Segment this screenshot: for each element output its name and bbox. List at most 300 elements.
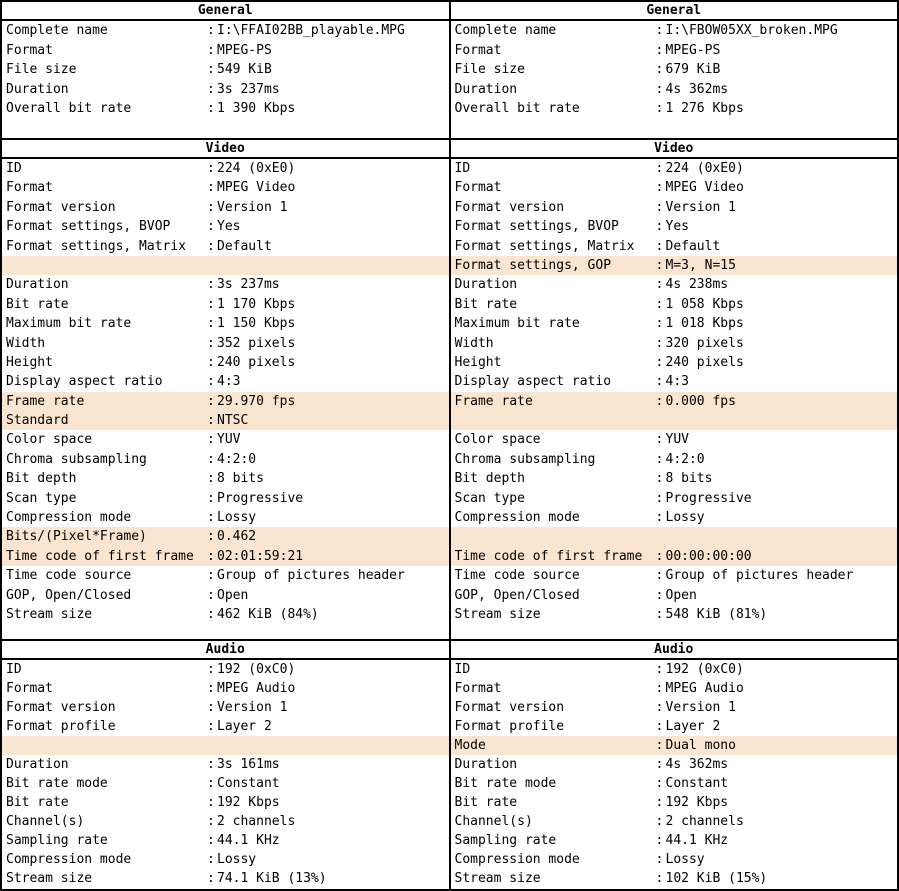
info-row[interactable]	[451, 198, 898, 217]
row-separator: :	[207, 833, 215, 849]
row-value: 3s 237ms	[217, 81, 280, 97]
info-row[interactable]	[451, 450, 898, 469]
info-row[interactable]	[2, 80, 449, 100]
row-separator: :	[207, 699, 215, 715]
section-audio	[2, 639, 449, 889]
row-value: 8 bits	[217, 471, 264, 487]
row-separator: :	[655, 795, 664, 811]
row-value: I:\FBOW05XX_broken.MPG	[665, 23, 838, 38]
info-row[interactable]	[2, 21, 449, 41]
row-separator: :	[207, 680, 215, 696]
info-row[interactable]	[2, 489, 449, 508]
row-value: MPEG-PS	[217, 42, 272, 58]
row-separator: :	[207, 238, 215, 254]
row-label: Frame rate	[454, 393, 533, 409]
row-label: Channel(s)	[454, 814, 533, 830]
row-value: 3s 237ms	[217, 277, 280, 293]
row-separator: :	[207, 490, 215, 506]
info-row[interactable]	[2, 508, 449, 527]
row-separator: :	[207, 316, 215, 332]
diff-placeholder-row[interactable]	[451, 527, 898, 546]
info-row[interactable]	[451, 605, 898, 624]
row-value: 4s 238ms	[665, 277, 729, 293]
info-row[interactable]	[451, 489, 898, 508]
row-label: Color space	[454, 432, 541, 448]
info-row[interactable]	[451, 508, 898, 527]
row-separator: :	[207, 795, 215, 811]
info-row[interactable]	[451, 334, 898, 353]
info-row[interactable]	[451, 372, 898, 391]
row-label: Height	[454, 354, 502, 370]
info-row[interactable]	[451, 21, 898, 41]
info-row[interactable]	[451, 353, 898, 372]
row-separator: :	[655, 814, 664, 830]
section-body-audio	[2, 660, 449, 889]
row-value: Group of pictures header	[217, 568, 405, 584]
row-separator: :	[655, 42, 664, 58]
row-separator: :	[655, 277, 664, 293]
row-value: YUV	[665, 432, 689, 448]
info-row[interactable]	[451, 275, 898, 294]
row-label: Stream size	[454, 606, 541, 622]
row-separator: :	[655, 81, 664, 97]
row-value: YUV	[217, 432, 241, 448]
row-separator: :	[207, 510, 215, 526]
row-separator: :	[655, 199, 664, 215]
info-row[interactable]	[451, 547, 898, 566]
row-separator: :	[655, 374, 664, 390]
section-title-video: Video	[451, 138, 898, 159]
row-label: Format	[454, 680, 502, 696]
info-row[interactable]	[2, 717, 449, 736]
row-value: MPEG Video	[665, 180, 744, 196]
row-value: 4s 362ms	[665, 757, 729, 772]
row-label: Width	[6, 335, 46, 351]
row-label: Format	[454, 42, 502, 58]
info-row[interactable]	[2, 660, 449, 679]
row-label: Mode	[454, 737, 486, 753]
info-row[interactable]	[2, 198, 449, 217]
row-separator: :	[207, 587, 215, 603]
row-label: ID	[454, 661, 471, 677]
row-separator: :	[207, 81, 215, 97]
section-body-audio	[451, 660, 898, 889]
row-separator: :	[655, 432, 664, 448]
row-value: Default	[665, 238, 721, 254]
info-row[interactable]	[2, 812, 449, 831]
row-separator: :	[655, 680, 664, 696]
row-label: Duration	[454, 277, 518, 293]
diff-placeholder-row[interactable]	[2, 256, 449, 275]
info-row[interactable]	[2, 41, 449, 61]
row-label: GOP, Open/Closed	[454, 587, 580, 603]
row-separator: :	[207, 413, 215, 429]
row-value: 352 pixels	[217, 335, 296, 351]
row-label: Complete name	[6, 23, 108, 38]
row-separator: :	[207, 852, 215, 868]
row-label: Sampling rate	[6, 833, 108, 849]
row-value: 3s 161ms	[217, 757, 280, 772]
row-separator: :	[207, 606, 215, 622]
section-title-general: General	[451, 2, 898, 21]
row-separator: :	[207, 661, 215, 677]
info-row[interactable]	[451, 850, 898, 869]
info-row[interactable]	[451, 831, 898, 850]
row-separator: :	[655, 757, 664, 772]
row-value: Open	[665, 587, 697, 603]
info-row[interactable]	[451, 679, 898, 698]
info-row[interactable]	[451, 392, 898, 411]
info-row[interactable]	[2, 793, 449, 812]
row-value: 0.000 fps	[665, 393, 736, 409]
row-value: 00:00:00:00	[665, 548, 752, 564]
section-body-general	[451, 21, 898, 138]
row-value: 192 Kbps	[665, 795, 729, 811]
row-value: I:\FFAI02BB_playable.MPG	[217, 23, 405, 38]
row-label: Standard	[6, 413, 69, 429]
row-separator: :	[655, 393, 664, 409]
row-label: Scan type	[6, 490, 77, 506]
row-value: 0.462	[217, 529, 257, 545]
info-row[interactable]	[2, 314, 449, 333]
section-title-audio: Audio	[2, 639, 449, 660]
info-row[interactable]	[2, 698, 449, 717]
info-row[interactable]	[2, 372, 449, 391]
info-row[interactable]	[451, 793, 898, 812]
row-label: Format settings, Matrix	[454, 238, 635, 254]
row-value: 29.970 fps	[217, 393, 296, 409]
row-value: Version 1	[665, 199, 736, 215]
row-value: MPEG Audio	[217, 680, 296, 696]
row-value: 240 pixels	[665, 354, 744, 370]
info-row[interactable]	[451, 99, 898, 119]
row-value: Progressive	[665, 490, 752, 506]
section-video	[2, 138, 449, 639]
row-label: Format settings, Matrix	[6, 238, 187, 254]
row-separator: :	[207, 471, 215, 487]
info-row[interactable]	[451, 586, 898, 605]
row-value: MPEG Audio	[665, 680, 744, 696]
info-row[interactable]	[2, 295, 449, 314]
row-separator: :	[207, 199, 215, 215]
row-separator: :	[207, 718, 215, 734]
row-value: 1 150 Kbps	[217, 316, 296, 332]
info-row[interactable]	[2, 850, 449, 869]
section-title-audio: Audio	[451, 639, 898, 660]
info-row[interactable]	[451, 736, 898, 755]
row-label: Bit rate	[6, 795, 69, 811]
row-separator: :	[207, 451, 215, 467]
row-label: Width	[454, 335, 494, 351]
row-label: Chroma subsampling	[6, 451, 147, 467]
row-label: Bit rate mode	[6, 776, 108, 792]
row-label: Format	[6, 680, 53, 696]
row-label: Overall bit rate	[6, 101, 132, 116]
row-value: Lossy	[217, 510, 257, 526]
row-separator: :	[207, 101, 215, 116]
info-row[interactable]	[451, 812, 898, 831]
row-label: Maximum bit rate	[454, 316, 580, 332]
info-row[interactable]	[2, 586, 449, 605]
info-row[interactable]	[451, 430, 898, 449]
info-row[interactable]	[2, 605, 449, 624]
row-value: 1 276 Kbps	[665, 101, 744, 116]
info-row[interactable]	[2, 411, 449, 430]
row-label: Sampling rate	[454, 833, 557, 849]
row-value: 1 058 Kbps	[665, 296, 744, 312]
info-row[interactable]	[2, 774, 449, 793]
row-value: 224 (0xE0)	[665, 161, 744, 176]
info-row[interactable]	[2, 831, 449, 850]
row-label: Channel(s)	[6, 814, 85, 830]
info-row[interactable]	[451, 774, 898, 793]
row-value: 1 170 Kbps	[217, 296, 296, 312]
row-value: 4:2:0	[665, 451, 705, 467]
info-row[interactable]	[451, 217, 898, 236]
row-separator: :	[207, 42, 215, 58]
row-separator: :	[207, 814, 215, 830]
row-label: Format	[6, 42, 53, 58]
row-value: Version 1	[217, 699, 288, 715]
section-general	[2, 2, 449, 138]
row-value: 240 pixels	[217, 354, 296, 370]
info-row[interactable]	[451, 41, 898, 61]
diff-placeholder-row[interactable]	[451, 411, 898, 430]
row-label: Bit rate	[6, 296, 69, 312]
row-label: Bit depth	[6, 471, 77, 487]
info-row[interactable]	[451, 60, 898, 80]
row-label: Duration	[6, 277, 69, 293]
row-value: 1 018 Kbps	[665, 316, 744, 332]
row-separator: :	[207, 354, 215, 370]
row-separator: :	[655, 161, 664, 176]
row-label: Bit depth	[454, 471, 525, 487]
row-label: Stream size	[6, 606, 93, 622]
info-row[interactable]	[2, 334, 449, 353]
info-row[interactable]	[2, 679, 449, 698]
row-separator: :	[207, 757, 215, 772]
info-row[interactable]	[2, 392, 449, 411]
row-separator: :	[655, 661, 664, 677]
row-value: Layer 2	[665, 718, 721, 734]
info-row[interactable]	[451, 159, 898, 178]
row-separator: :	[655, 776, 664, 792]
row-separator: :	[655, 451, 664, 467]
row-label: Format settings, BVOP	[454, 219, 619, 235]
row-separator: :	[655, 23, 664, 38]
row-separator: :	[655, 510, 664, 526]
row-label: Format version	[454, 699, 565, 715]
row-value: 224 (0xE0)	[217, 161, 296, 176]
row-value: Lossy	[217, 852, 257, 868]
info-row[interactable]	[2, 430, 449, 449]
row-value: 679 KiB	[665, 62, 721, 77]
info-row[interactable]	[451, 566, 898, 585]
row-separator: :	[207, 23, 215, 38]
row-label: Format version	[6, 199, 116, 215]
row-value: NTSC	[217, 413, 249, 429]
section-body-video	[451, 159, 898, 639]
row-label: Compression mode	[6, 852, 132, 868]
info-row[interactable]	[2, 450, 449, 469]
pane-left	[2, 2, 449, 889]
info-row[interactable]	[2, 159, 449, 178]
row-separator: :	[655, 335, 664, 351]
row-label: Compression mode	[6, 510, 132, 526]
row-label: Maximum bit rate	[6, 316, 132, 332]
info-row[interactable]	[2, 469, 449, 488]
info-row[interactable]	[2, 99, 449, 119]
row-label: Bit rate	[454, 795, 518, 811]
row-label: Format	[6, 180, 53, 196]
row-separator: :	[655, 699, 664, 715]
row-label: Frame rate	[6, 393, 85, 409]
row-label: Stream size	[454, 871, 541, 887]
row-label: Overall bit rate	[454, 101, 580, 116]
row-label: Format	[454, 180, 502, 196]
row-separator: :	[655, 471, 664, 487]
info-row[interactable]	[2, 275, 449, 294]
pane-right	[451, 2, 898, 889]
row-label: Chroma subsampling	[454, 451, 596, 467]
row-separator: :	[207, 432, 215, 448]
row-label: Format settings, GOP	[454, 257, 612, 273]
row-label: Time code of first frame	[454, 548, 643, 564]
info-row[interactable]	[451, 869, 898, 888]
section-title-video: Video	[2, 138, 449, 159]
info-row[interactable]	[451, 717, 898, 736]
row-separator: :	[207, 529, 215, 545]
info-row[interactable]	[2, 566, 449, 585]
row-separator: :	[207, 219, 215, 235]
row-label: ID	[6, 161, 22, 176]
row-value: Constant	[217, 776, 280, 792]
info-row[interactable]	[451, 314, 898, 333]
info-row[interactable]	[451, 178, 898, 197]
info-row[interactable]	[2, 60, 449, 80]
row-value: Layer 2	[217, 718, 272, 734]
row-label: Display aspect ratio	[6, 374, 163, 390]
row-separator: :	[655, 101, 664, 116]
row-label: Bits/(Pixel*Frame)	[6, 529, 147, 545]
section-general	[451, 2, 898, 138]
row-label: File size	[454, 62, 525, 77]
row-value: 192 (0xC0)	[217, 661, 296, 677]
row-value: Version 1	[665, 699, 736, 715]
row-value: 4:2:0	[217, 451, 257, 467]
row-separator: :	[655, 737, 664, 753]
section-audio	[451, 639, 898, 889]
info-row[interactable]	[2, 237, 449, 256]
row-separator: :	[207, 62, 215, 77]
row-separator: :	[655, 718, 664, 734]
row-label: Format version	[6, 699, 116, 715]
row-value: 1 390 Kbps	[217, 101, 296, 116]
section-body-video	[2, 159, 449, 639]
row-label: Time code of first frame	[6, 548, 194, 564]
row-label: Duration	[6, 81, 69, 97]
row-separator: :	[207, 393, 215, 409]
row-separator: :	[655, 257, 664, 273]
row-separator: :	[655, 219, 664, 235]
row-separator: :	[655, 871, 664, 887]
row-separator: :	[655, 180, 664, 196]
info-row[interactable]	[2, 353, 449, 372]
row-separator: :	[655, 354, 664, 370]
info-row[interactable]	[2, 527, 449, 546]
row-value: Group of pictures header	[665, 568, 854, 584]
row-value: 4:3	[217, 374, 241, 390]
row-separator: :	[207, 277, 215, 293]
row-label: Format settings, BVOP	[6, 219, 171, 235]
info-row[interactable]	[451, 237, 898, 256]
info-row[interactable]	[451, 469, 898, 488]
info-row[interactable]	[451, 755, 898, 774]
info-row[interactable]	[451, 256, 898, 275]
row-label: Compression mode	[454, 510, 580, 526]
info-row[interactable]	[2, 547, 449, 566]
row-label: Display aspect ratio	[454, 374, 612, 390]
row-value: Open	[217, 587, 249, 603]
row-label: Format version	[454, 199, 565, 215]
row-label: Duration	[454, 81, 518, 97]
row-label: Bit rate	[454, 296, 518, 312]
diff-placeholder-row[interactable]	[2, 736, 449, 755]
info-row[interactable]	[2, 217, 449, 236]
info-row[interactable]	[451, 698, 898, 717]
info-row[interactable]	[2, 178, 449, 197]
row-separator: :	[207, 374, 215, 390]
row-label: Compression mode	[454, 852, 580, 868]
row-value: Lossy	[665, 510, 705, 526]
row-value: 4:3	[665, 374, 689, 390]
row-separator: :	[655, 490, 664, 506]
row-separator: :	[655, 296, 664, 312]
row-value: MPEG Video	[217, 180, 296, 196]
row-label: Complete name	[454, 23, 557, 38]
info-row[interactable]	[451, 660, 898, 679]
row-separator: :	[655, 833, 664, 849]
info-row[interactable]	[2, 869, 449, 888]
info-row[interactable]	[451, 295, 898, 314]
info-row[interactable]	[451, 80, 898, 100]
row-label: Color space	[6, 432, 93, 448]
row-label: Bit rate mode	[454, 776, 557, 792]
row-value: Progressive	[217, 490, 304, 506]
row-separator: :	[207, 161, 215, 176]
row-value: 44.1 KHz	[217, 833, 280, 849]
info-row[interactable]	[2, 755, 449, 774]
row-value: 548 KiB (81%)	[665, 606, 768, 622]
row-value: 320 pixels	[665, 335, 744, 351]
row-label: Height	[6, 354, 53, 370]
row-separator: :	[655, 548, 664, 564]
row-value: 4s 362ms	[665, 81, 729, 97]
row-separator: :	[207, 335, 215, 351]
row-separator: :	[655, 606, 664, 622]
row-separator: :	[207, 776, 215, 792]
row-value: 74.1 KiB (13%)	[217, 871, 327, 887]
row-label: Stream size	[6, 871, 93, 887]
row-value: Lossy	[665, 852, 705, 868]
row-separator: :	[655, 568, 664, 584]
row-label: Duration	[454, 757, 518, 772]
row-value: 192 (0xC0)	[665, 661, 744, 677]
row-value: M=3, N=15	[665, 257, 736, 273]
row-value: MPEG-PS	[665, 42, 721, 58]
row-value: 02:01:59:21	[217, 548, 304, 564]
row-separator: :	[655, 238, 664, 254]
